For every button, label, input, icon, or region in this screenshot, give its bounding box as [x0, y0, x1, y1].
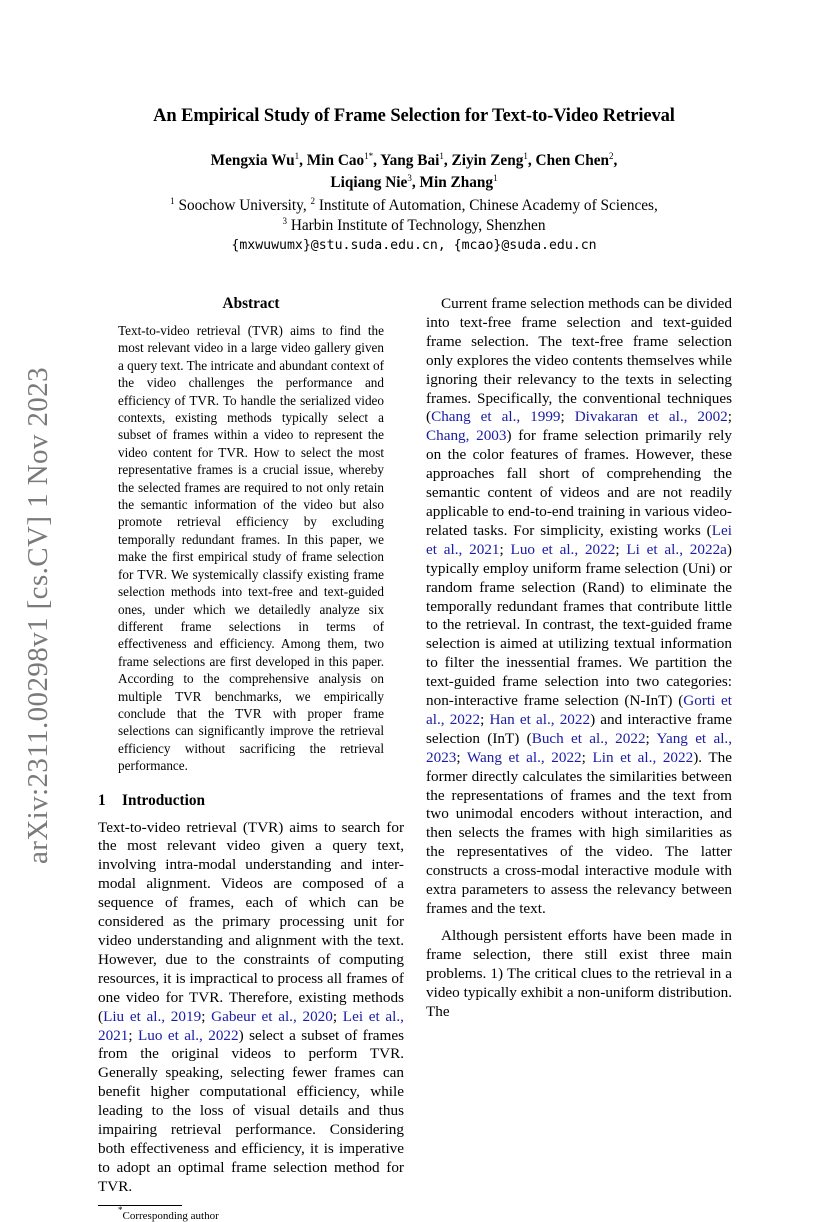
citation-link[interactable]: Chang et al., 1999 — [431, 408, 561, 426]
author-affil-mark: 2 — [609, 151, 614, 161]
body-text: ; — [499, 540, 511, 558]
body-text: Current frame selection methods can be divided into text-free frame selection and text-guided frame selection. The text-free frame selection only explores the video contents themselves while ignoring their relevancy to the texts in selecting frames. Specifically, the conventional techniques ( — [426, 295, 732, 426]
body-text: ; — [128, 1026, 139, 1044]
affil-mark: 2 — [310, 196, 315, 206]
footnote-text: Corresponding author — [122, 1209, 219, 1222]
body-text: ) typically employ uniform frame selection (Uni) or random frame selection (Rand) to eliminate the temporally redundant frames that contribute little to the retrieval. In contrast, the text-guided frame selection is aimed at utilizing textual information to filter the inessential frames. We partition the text-guided frame selection into two categories: non-interactive frame selection (N-InT) ( — [426, 540, 732, 710]
intro-paragraph-2 — [426, 295, 732, 919]
author-affil-mark: 1 — [523, 151, 528, 161]
footnote-rule — [98, 1205, 182, 1206]
intro-paragraph-1 — [98, 819, 404, 1197]
intro-paragraph-3: Although persistent efforts have been made in frame selection, there still exist three main problems. 1) The critical clues to the retrieval in a video typically exhibit a non-uniform distribution. The — [426, 926, 732, 1020]
author-affil-mark: 1 — [294, 151, 300, 161]
author-emails: {mxwuwumx}@stu.suda.edu.cn, {mcao}@suda.edu.cn — [231, 238, 597, 253]
author-affil-mark: 1 — [439, 151, 444, 161]
affil-mark: 3 — [282, 216, 287, 226]
author-line-1: Mengxia Wu$^1$, Min Cao$^{1*}$, Yang Bai$^1$, Ziyin Zeng$^1$, Chen Chen$^2$, — [210, 151, 618, 169]
section-title: Introduction — [122, 791, 206, 809]
author-name: Chen Chen — [535, 152, 610, 169]
author-name: Ziyin Zeng — [451, 152, 524, 169]
affiliation-line-2 — [60, 216, 768, 236]
footnote-mark: * — [118, 1204, 123, 1215]
citation-link[interactable]: Li et al., 2022a — [626, 540, 727, 558]
body-text: ; — [456, 748, 467, 766]
body-text: ; — [332, 1007, 343, 1025]
body-text: ) for frame selection primarily rely on the color features of frames. However, these approaches fall short of comprehending the semantic content of videos and are not readily applicable to end-to-end training in various video-related tasks. For simplicity, existing works ( — [426, 427, 732, 539]
citation-link[interactable]: Lin et al., 2022 — [592, 748, 694, 766]
citation-link[interactable]: Buch et al., 2022 — [531, 729, 646, 747]
section-heading-introduction — [98, 792, 404, 810]
body-text: ; — [201, 1007, 212, 1025]
author-line-2: Liqiang Nie$^3$, Min Zhang$^1$ — [330, 173, 498, 191]
author-name: Yang Bai — [380, 152, 440, 169]
affiliation-line-1 — [60, 196, 768, 216]
body-text: ). The former directly calculates the similarities between the representations of frames and the text from two unimodal encoders without interaction, and then selects the frames with high similarities as the representatives of the video. The latter constructs a cross-modal interactive module with extra parameters to assess the relevancy between frames and the text. — [426, 748, 733, 917]
citation-link[interactable]: Han et al., 2022 — [489, 710, 591, 728]
citation-link[interactable]: Luo et al., 2022 — [510, 540, 616, 558]
author-name: Liqiang Nie — [330, 174, 408, 191]
author-affil-mark: 1 — [493, 173, 498, 183]
body-text: ; — [645, 729, 657, 747]
citation-link[interactable]: Lei et al., 2021 — [426, 521, 732, 558]
body-text: ; — [480, 710, 490, 728]
citation-link[interactable]: Divakaran et al., 2002 — [574, 408, 728, 426]
citation-link[interactable]: Luo et al., 2022 — [138, 1026, 239, 1044]
author-name: Min Cao — [306, 152, 365, 169]
affiliations — [60, 196, 768, 236]
footnote — [118, 1204, 404, 1222]
body-text: ; — [727, 408, 732, 426]
arxiv-sidebar-stamp — [22, 364, 58, 864]
author-name: Min Zhang — [419, 174, 494, 191]
body-text: Text-to-video retrieval (TVR) aims to search for the most relevant video given a query text, involving intra-modal understanding and inter-modal alignment. Videos are composed of a sequence of frames, each of which can be considered as the primary processing unit for video understanding and alignment with the text. However, due to the constraints of computing resources, it is impractical to process all frames of one video for TVR. Therefore, existing methods ( — [98, 818, 404, 1025]
body-text: ; — [615, 540, 627, 558]
citation-link[interactable]: Liu et al., 2019 — [103, 1007, 202, 1025]
left-column — [98, 295, 404, 1222]
citation-link[interactable]: Wang et al., 2022 — [466, 748, 582, 766]
affiliation-text: Institute of Automation, Chinese Academy of Sciences, — [318, 197, 658, 214]
affiliation-text: Soochow University, — [178, 197, 307, 214]
author-name: Mengxia Wu — [210, 152, 295, 169]
citation-link[interactable]: Yang et al., 2023 — [426, 729, 733, 766]
citation-link[interactable]: Chang, 2003 — [426, 427, 507, 445]
affil-mark: 1 — [170, 196, 175, 206]
section-number: 1 — [98, 791, 106, 809]
author-affil-mark: 1* — [364, 151, 374, 161]
citation-link[interactable]: Gabeur et al., 2020 — [211, 1007, 333, 1025]
body-text: ) and interactive frame selection (InT) ( — [426, 710, 732, 747]
right-column — [426, 295, 732, 1021]
abstract-text: Text-to-video retrieval (TVR) aims to find the most relevant video in a large video gallery given a query text. The intricate and abundant context of the video challenges the performance and efficiency of TVR. To handle the serialized video contexts, existing methods typically select a subset of frames within a video to represent the video content for TVR. How to select the most representative frames is a crucial issue, whereby the selected frames are required to not only retain the semantic information of the video but also promote retrieval efficiency by excluding temporally redundant frames. In this paper, we make the first empirical study of frame selection for TVR. We systemically classify existing frame selection methods into text-free and text-guided ones, under which we detailedly analyze six different frame selections in terms of effectiveness and efficiency. Among them, two frame selections are first developed in this paper. According to the comprehensive analysis on multiple TVR benchmarks, we empirically conclude that the TVR with proper frame selections can significantly improve the retrieval efficiency without sacrificing the retrieval performance. — [118, 323, 384, 774]
arxiv-identifier: arXiv:2311.00298v1 [cs.CV] 1 Nov 2023 — [22, 366, 54, 864]
body-text: ; — [560, 408, 575, 426]
paper-title: An Empirical Study of Frame Selection for Text-to-Video Retrieval — [153, 106, 675, 126]
author-affil-mark: 3 — [407, 173, 412, 183]
abstract-heading: Abstract — [222, 295, 280, 312]
affiliation-text: Harbin Institute of Technology, Shenzhen — [290, 217, 546, 234]
body-text: ; — [581, 748, 593, 766]
body-text: ) select a subset of frames from the original videos to perform TVR. Generally speaking, selecting fewer frames can benefit higher computational efficiency, while leading to the loss of visual details and thus impairing retrieval performance. Considering both effectiveness and efficiency, it is imperative to adopt an optimal frame selection method for TVR. — [98, 1026, 405, 1195]
citation-link[interactable]: Lei et al., 2021 — [98, 1007, 404, 1044]
author-list — [60, 150, 768, 194]
citation-link[interactable]: Gorti et al., 2022 — [426, 692, 732, 728]
